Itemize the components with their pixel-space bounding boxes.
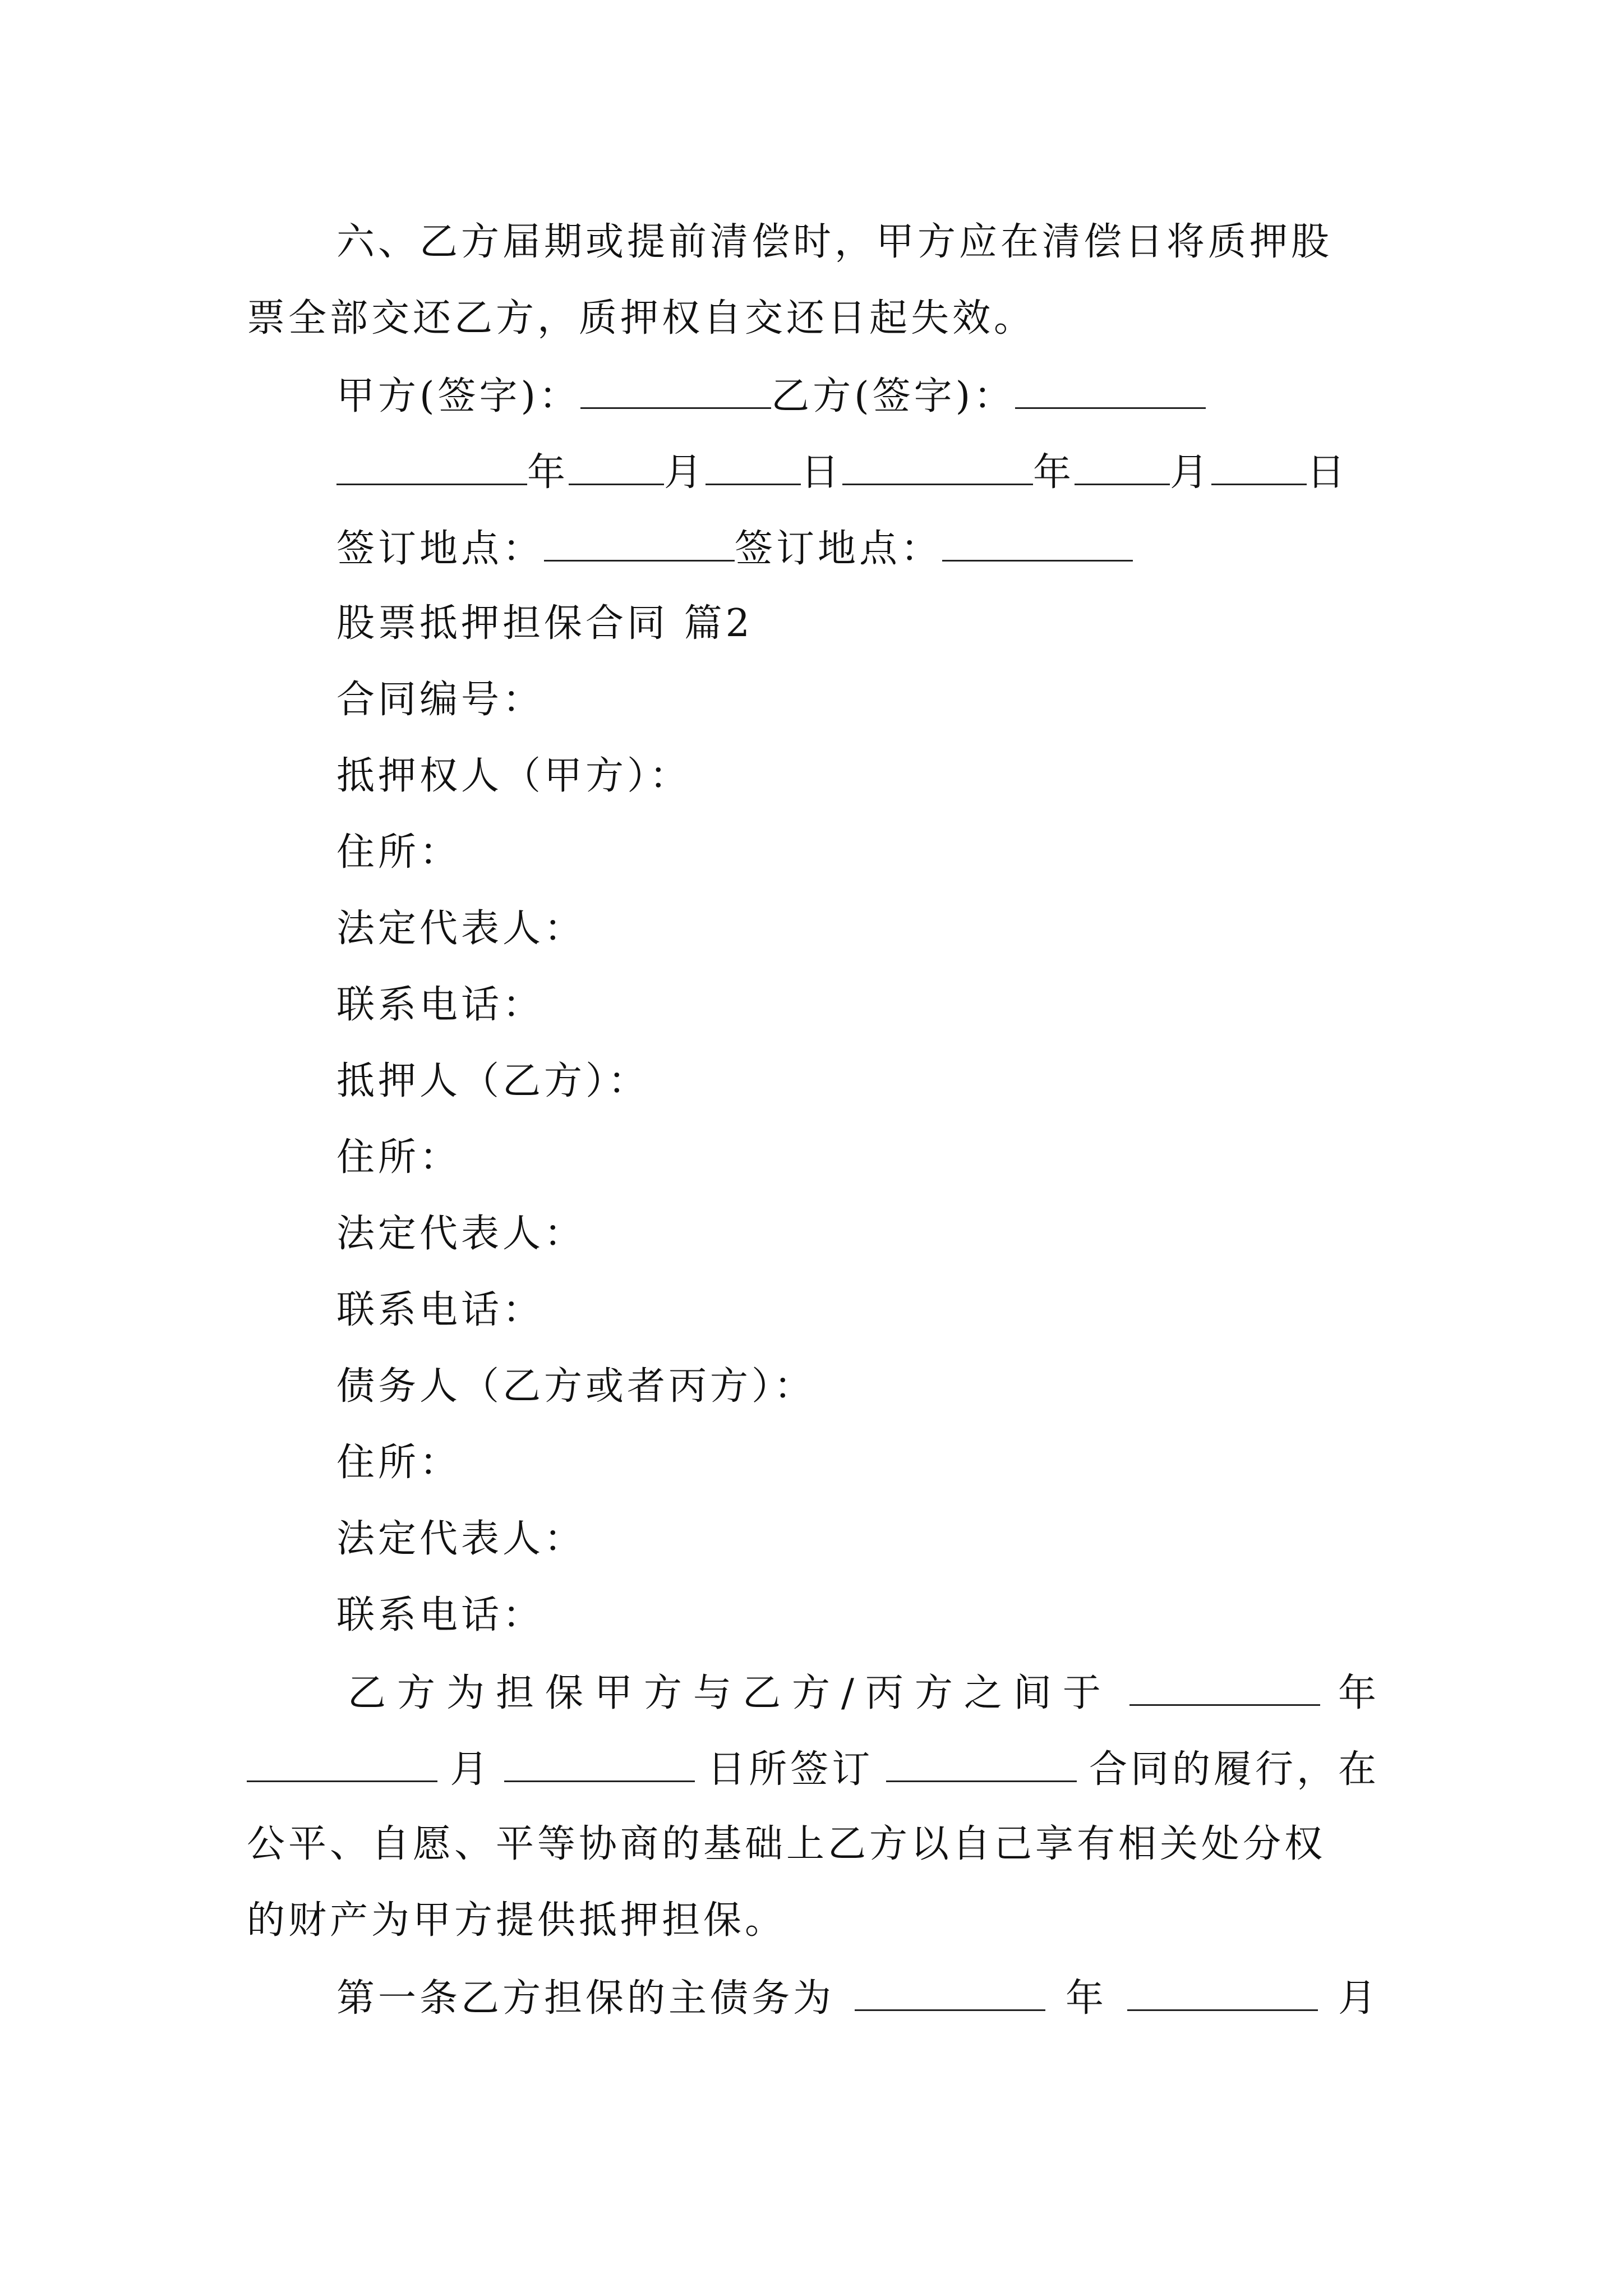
- body-month-blank[interactable]: [247, 1749, 437, 1782]
- contract-number-label: 合同编号：: [336, 678, 545, 722]
- mortgagee-address-label: 住所：: [336, 830, 462, 875]
- body-line4: 的财产为甲方提供抵押担保。: [247, 1898, 787, 1943]
- article-one-line: [336, 1976, 1380, 2021]
- year-label-a: 年: [527, 450, 569, 495]
- mortgagor-label: 抵押人（乙方）：: [336, 1059, 650, 1103]
- sign-place-blank-a[interactable]: [544, 528, 735, 562]
- month-blank-a[interactable]: [569, 452, 664, 485]
- sign-place-label-a: 签订地点：: [336, 527, 545, 571]
- article-one-month-blank[interactable]: [1127, 1978, 1318, 2011]
- sign-place-line: [336, 527, 1133, 571]
- day-label-a: 日: [801, 450, 843, 495]
- sign-place-label-b: 签订地点：: [735, 527, 943, 571]
- signature-line: [336, 376, 1206, 416]
- body-line1-text: 乙方为担保甲方与乙方/丙方之间于: [348, 1671, 1112, 1715]
- body-line3: 公平、自愿、平等协商的基础上乙方以自己享有相关处分权: [247, 1822, 1326, 1866]
- paragraph-six-line1: 六、乙方届期或提前清偿时，甲方应在清偿日将质押股: [336, 220, 1333, 264]
- body-year-label: 年: [1338, 1671, 1380, 1715]
- body-line1: [348, 1673, 1380, 1713]
- party-a-sign-label: 甲方(签字)：: [336, 374, 581, 418]
- mortgagor-address-label: 住所：: [336, 1135, 462, 1180]
- debtor-phone-label: 联系电话：: [336, 1593, 545, 1637]
- month-label-a: 月: [664, 450, 706, 495]
- debtor-address-label: 住所：: [336, 1441, 462, 1485]
- mortgagor-phone-label: 联系电话：: [336, 1288, 545, 1332]
- day-label-b: 日: [1307, 450, 1349, 495]
- article-one-year-blank[interactable]: [855, 1978, 1045, 2011]
- mortgagee-phone-label: 联系电话：: [336, 983, 545, 1027]
- body-line2-end: 合同的履行，在: [1089, 1747, 1380, 1792]
- date-line: [336, 450, 1349, 495]
- year-label-b: 年: [1033, 450, 1075, 495]
- paragraph-six-line2: 票全部交还乙方，质押权自交还日起失效。: [247, 296, 1036, 341]
- party-b-sign-label: 乙方(签字)：: [771, 374, 1016, 418]
- month-blank-b[interactable]: [1075, 452, 1170, 485]
- mortgagee-label: 抵押权人（甲方）：: [336, 754, 691, 798]
- party-b-sign-blank[interactable]: [1015, 376, 1206, 409]
- body-line2: [247, 1747, 1380, 1792]
- mortgagee-legal-rep-label: 法定代表人：: [336, 907, 586, 951]
- body-day-label: 日所签订: [707, 1747, 874, 1792]
- debtor-legal-rep-label: 法定代表人：: [336, 1517, 586, 1561]
- article-one-year-label: 年: [1065, 1976, 1107, 2021]
- year-blank-b[interactable]: [842, 452, 1033, 485]
- sign-place-blank-b[interactable]: [942, 528, 1133, 562]
- day-blank-a[interactable]: [706, 452, 801, 485]
- day-blank-b[interactable]: [1211, 452, 1307, 485]
- article-one-text: 第一条乙方担保的主债务为: [336, 1976, 835, 2021]
- mortgagor-legal-rep-label: 法定代表人：: [336, 1212, 586, 1256]
- debtor-label: 债务人（乙方或者丙方）：: [336, 1364, 816, 1409]
- body-month-label: 月: [450, 1747, 492, 1792]
- year-blank-a[interactable]: [336, 452, 527, 485]
- article-one-month-label: 月: [1338, 1976, 1380, 2021]
- section-title: 股票抵押担保合同 篇2: [336, 601, 753, 646]
- party-a-sign-blank[interactable]: [580, 376, 771, 409]
- body-day-blank[interactable]: [504, 1749, 695, 1782]
- body-year-blank[interactable]: [1129, 1673, 1320, 1706]
- month-label-b: 月: [1170, 450, 1212, 495]
- body-contract-blank[interactable]: [886, 1749, 1077, 1782]
